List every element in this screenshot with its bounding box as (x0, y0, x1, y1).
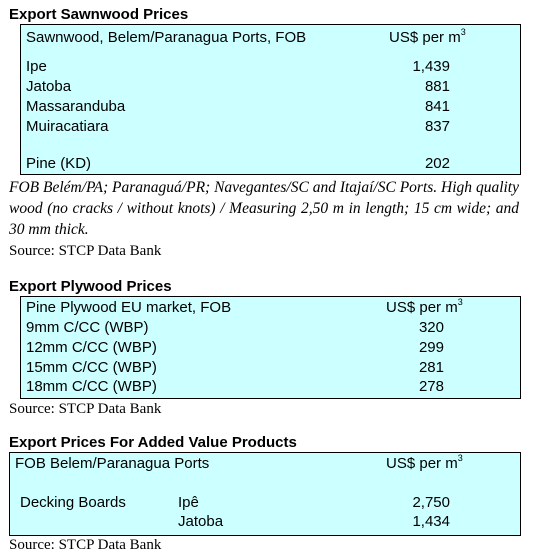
plywood-row-name: 15mm C/CC (WBP) (26, 359, 157, 376)
plywood-row-price: 278 (418, 378, 444, 395)
sawnwood-title: Export Sawnwood Prices (9, 6, 189, 23)
plywood-row-name: 9mm C/CC (WBP) (26, 319, 149, 336)
sawnwood-source: Source: STCP Data Bank (9, 243, 162, 259)
added-value-row-species: Jatoba (178, 513, 224, 530)
added-value-header-label: FOB Belem/Paranagua Ports (15, 455, 210, 472)
sawnwood-row-name: Muiracatiara (26, 118, 109, 135)
plywood-row-price: 281 (418, 359, 444, 376)
sawnwood-table (20, 24, 521, 175)
plywood-header-unit: US$ per $m^3$ (386, 297, 463, 316)
plywood-title: Export Plywood Prices (9, 278, 172, 295)
sawnwood-pine-name: Pine (KD) (26, 155, 92, 172)
plywood-row-name: 12mm C/CC (WBP) (26, 339, 157, 356)
added-value-source: Source: STCP Data Bank (9, 537, 162, 553)
sawnwood-header-unit: US$ per $m^3$ (389, 27, 466, 46)
plywood-source: Source: STCP Data Bank (9, 401, 162, 417)
sawnwood-row-price: 1,439 (412, 58, 450, 75)
plywood-row-price: 320 (418, 319, 444, 336)
plywood-row-price: 299 (418, 339, 444, 356)
added-value-product: Decking Boards (20, 494, 126, 511)
sawnwood-row-price: 881 (424, 78, 450, 95)
sawnwood-row-name: Ipe (26, 58, 47, 75)
sawnwood-row-name: Jatoba (26, 78, 72, 95)
sawnwood-row-price: 837 (424, 118, 450, 135)
added-value-row-species: Ipê (178, 494, 199, 511)
added-value-table (9, 452, 521, 536)
sawnwood-row-name: Massaranduba (26, 98, 126, 115)
added-value-header-unit: US$ per $m^3$ (386, 453, 463, 472)
added-value-row-price: 1,434 (412, 513, 450, 530)
added-value-title: Export Prices For Added Value Products (9, 434, 297, 451)
sawnwood-note: FOB Belém/PA; Paranaguá/PR; Navegantes/SC and Itajaí/SC Ports. High quality wood (no cracks / without knots) / Measuring 2,50 m in length; 15 cm wide; and 30 mm thick. (9, 179, 519, 238)
sawnwood-row-price: 841 (424, 98, 450, 115)
plywood-header-label: Pine Plywood EU market, FOB (26, 299, 232, 316)
plywood-row-name: 18mm C/CC (WBP) (26, 378, 157, 395)
plywood-table (20, 296, 521, 399)
sawnwood-pine-price: 202 (424, 155, 450, 172)
added-value-row-price: 2,750 (412, 494, 450, 511)
sawnwood-header-label: Sawnwood, Belem/Paranagua Ports, FOB (26, 29, 307, 46)
